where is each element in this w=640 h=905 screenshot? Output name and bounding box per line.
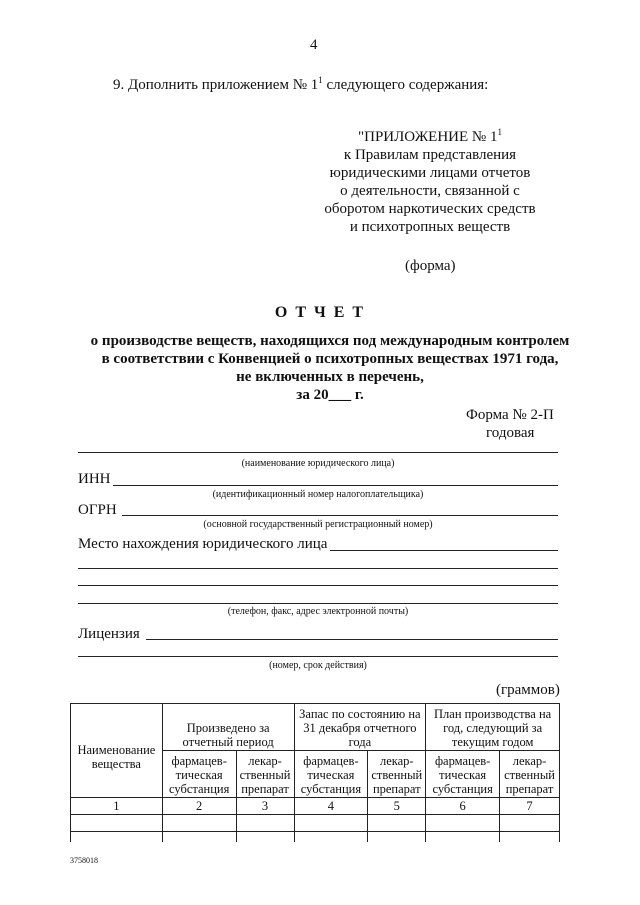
location-label: Место нахождения юридического лица [78, 536, 328, 552]
appendix-line: к Правилам представления [343, 147, 517, 163]
sub-drug-header: лекар- ственный препарат [500, 751, 560, 798]
group1-header: Произведено за отчетный период [162, 704, 294, 751]
license-label: Лицензия [78, 626, 140, 642]
col-number: 6 [426, 798, 500, 815]
subtitle-line: о производстве веществ, находящихся под международным контролем [90, 333, 570, 349]
footer-code: 3758018 [70, 856, 98, 865]
location-line [330, 550, 558, 551]
col-number: 7 [500, 798, 560, 815]
org-name-line [78, 452, 558, 453]
sub-substance-header: фармацев- тическая субстанция [162, 751, 236, 798]
appendix-line: оборотом наркотических средств [324, 201, 536, 217]
ogrn-label: ОГРН [78, 502, 117, 518]
ogrn-caption: (основной государственный регистрационный номер) [203, 519, 433, 530]
license-caption: (номер, срок действия) [269, 660, 367, 671]
table-cell [236, 832, 294, 843]
inn-line [113, 485, 558, 486]
col-number: 3 [236, 798, 294, 815]
table-cell [500, 815, 560, 832]
license-line [146, 639, 558, 640]
table-cell [162, 815, 236, 832]
inn-caption: (идентификационный номер налогоплательщика) [212, 489, 424, 500]
group3-header: План производства на год, следующий за текущим годом [426, 704, 560, 751]
table-cell [368, 832, 426, 843]
appendix-line: и психотропных веществ [349, 219, 511, 235]
appendix-line: о деятельности, связанной с [340, 183, 520, 199]
form-number: Форма № 2-П [466, 407, 554, 423]
location-line-3 [78, 585, 558, 586]
units-label: (граммов) [496, 682, 560, 698]
table-cell [368, 815, 426, 832]
inn-label: ИНН [78, 471, 111, 487]
table-cell [236, 815, 294, 832]
appendix-block [310, 128, 550, 236]
table-cell [426, 832, 500, 843]
form-label: (форма) [405, 258, 456, 274]
appendix-line: юридическими лицами отчетов [329, 165, 531, 181]
col-number: 2 [162, 798, 236, 815]
contacts-line [78, 603, 558, 604]
sub-substance-header: фармацев- тическая субстанция [426, 751, 500, 798]
col-number: 4 [294, 798, 368, 815]
appendix-title: "ПРИЛОЖЕНИЕ № $1^1$ [357, 127, 502, 145]
report-heading: О Т Ч Е Т [274, 304, 366, 321]
page-number: 4 [310, 37, 318, 53]
contacts-caption: (телефон, факс, адрес электронной почты) [227, 606, 409, 617]
table-cell [426, 815, 500, 832]
item-9-text: 9. Дополнить приложением № $1^1$ следующего содержания: [113, 75, 489, 93]
sub-substance-header: фармацев- тическая субстанция [294, 751, 368, 798]
form-period: годовая [486, 425, 535, 441]
table-cell [500, 832, 560, 843]
report-subtitle [40, 332, 620, 404]
table-cell [294, 815, 368, 832]
col-number: 5 [368, 798, 426, 815]
sub-drug-header: лекар- ственный препарат [368, 751, 426, 798]
subtitle-line: в соответствии с Конвенцией о психотропных веществах 1971 года, [101, 351, 559, 367]
col-name-header: Наименование вещества [71, 704, 163, 798]
table-cell [294, 832, 368, 843]
subtitle-line: не включенных в перечень, [236, 369, 424, 385]
group2-header: Запас по состоянию на 31 декабря отчетного года [294, 704, 426, 751]
org-caption: (наименование юридического лица) [241, 458, 395, 469]
table-cell [162, 832, 236, 843]
sub-drug-header: лекар- ственный препарат [236, 751, 294, 798]
location-line-2 [78, 568, 558, 569]
table-cell [71, 832, 163, 843]
ogrn-line [122, 515, 558, 516]
col-number: 1 [71, 798, 163, 815]
report-table [70, 703, 560, 842]
license-line-2 [78, 656, 558, 657]
subtitle-line: за 20___ г. [296, 387, 364, 403]
table-cell [71, 815, 163, 832]
